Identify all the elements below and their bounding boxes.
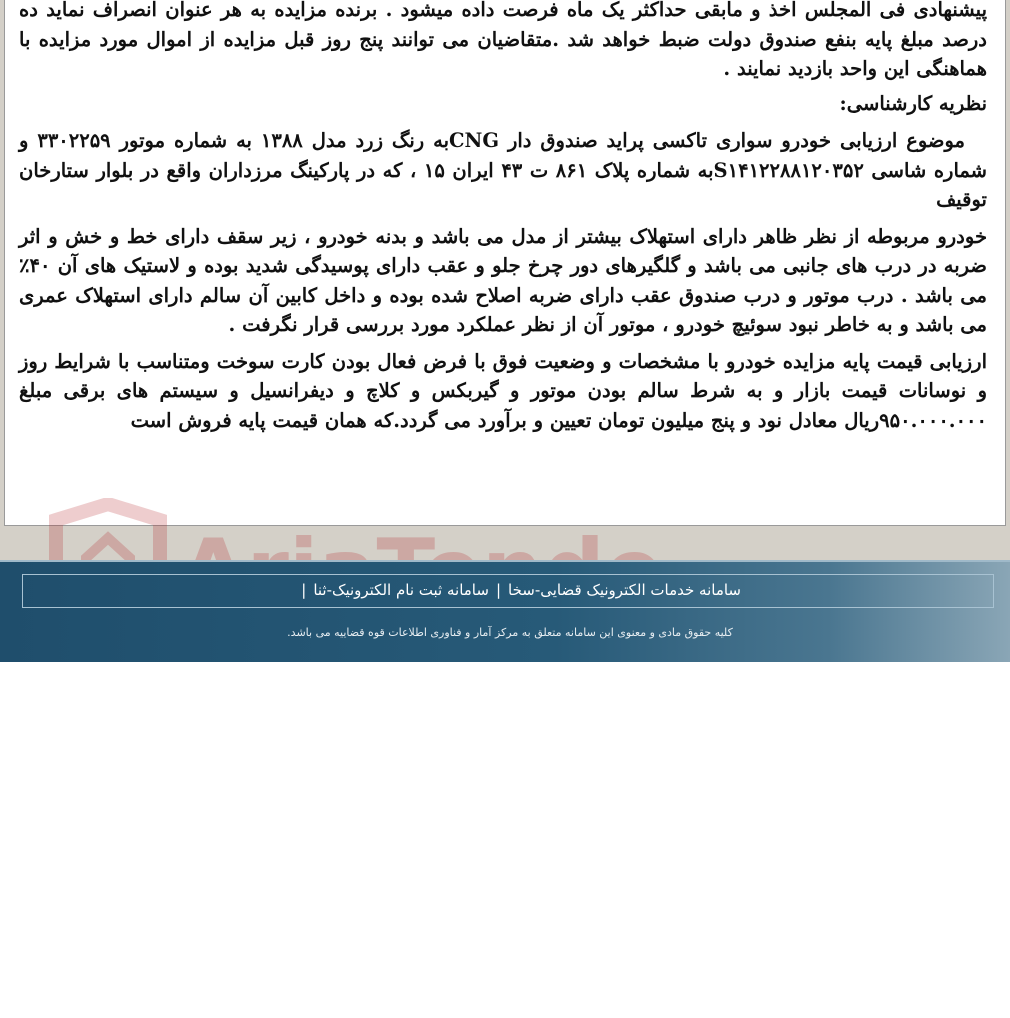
footer-links-bar xyxy=(22,574,994,608)
footer-copyright: کلیه حقوق مادی و معنوی این سامانه متعلق به مرکز آمار و فناوری اطلاعات قوه قضاییه می باشد. xyxy=(287,626,733,639)
footer-link-separator: | xyxy=(301,581,307,599)
expert-opinion-heading: نظریه کارشناسی: xyxy=(839,91,987,115)
footer-link-separator: | xyxy=(495,581,501,599)
document-content-panel xyxy=(4,0,1006,526)
auction-terms-line-1: پیشنهادی فی المجلس اخذ و مابقی حداکثر یک ماه فرصت داده میشود . برنده مزایده به هر عنوان انصراف نماید ده درصد مبلغ xyxy=(19,0,987,51)
sakha-portal-link[interactable]: سامانه خدمات الکترونیک قضایی-سخا xyxy=(508,581,741,599)
valuation-paragraph: ارزیابی قیمت پایه مزایده خودرو با مشخصات و وضعیت فوق با فرض فعال بودن کارت سوخت ومتناسب با شرایط روز و نوسانات قیمت بازار و به شرط سالم بودن موتور و گیربکس و کلاچ و دیفرانسیل و سیستم های برقی مبلغ ۹۵۰.۰۰۰.۰۰۰ریال معادل نود و پنج میلیون تومان تعیین و برآورد می گردد.که همان قیمت پایه فروش است xyxy=(19,349,987,432)
site-footer xyxy=(0,560,1010,662)
auction-terms-paragraph xyxy=(19,0,987,84)
sana-registration-link[interactable]: سامانه ثبت نام الکترونیک-ثنا xyxy=(313,581,489,599)
vehicle-condition-paragraph: خودرو مربوطه از نظر ظاهر دارای استهلاک بیشتر از مدل می باشد و بدنه خودرو ، زیر سقف دارای خط و خش و اثر ضربه در درب های جانبی می باشد و گلگیرهای دور چرخ جلو و عقب دارای پوسیدگی شدید بوده و لاستیک های آن ۴۰٪ می باشد . درب موتور و درب صندوق عقب دارای ضربه اصلاح شده بوده و داخل کابین آن سالم دارای استهلاک عمری می باشد و به خاطر نبود سوئیچ خودرو ، موتور آن از نظر عملکرد مورد بررسی قرار نگرفت . xyxy=(19,224,987,336)
auction-terms-line-3: بازدید نمایند . xyxy=(723,57,834,80)
auction-terms-line-2: پایه بنفع صندوق دولت ضبط خواهد شد .متقاضیان می توانند پنج روز قبل مزایده از اموال مورد مزایده با هماهنگی این واحد xyxy=(19,27,987,80)
appraisal-subject-paragraph: موضوع ارزیابی خودرو سواری تاکسی پراید صندوق دار CNGبه رنگ زرد مدل ۱۳۸۸ به شماره موتور ۳۳۰۲۲۵۹ و شماره شاسی S۱۴۱۲۲۸۸۱۲۰۳۵۲به شماره پلاک ۸۶۱ ت ۴۳ ایران ۱۵ ، که در پارکینگ مرزداران واقع در بلوار ستارخان توقیف xyxy=(19,129,988,211)
